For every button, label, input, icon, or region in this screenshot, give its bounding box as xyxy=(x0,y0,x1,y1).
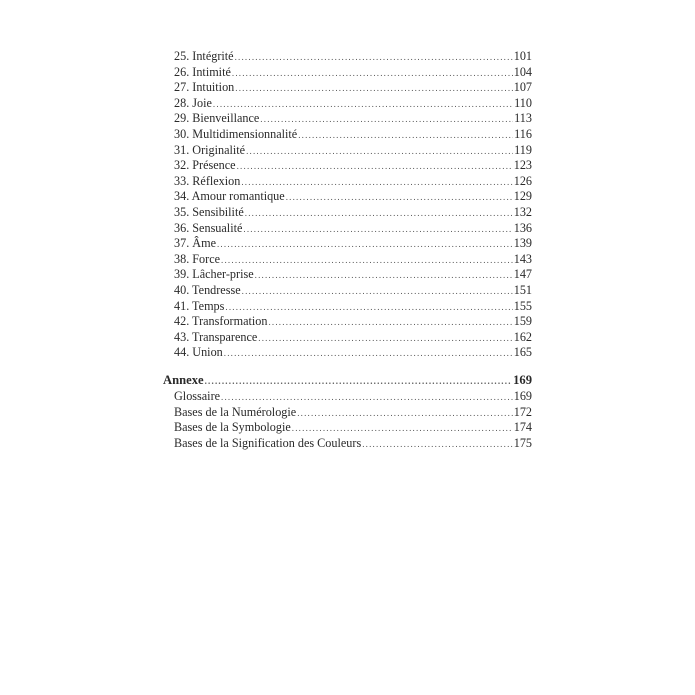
toc-entry-label: 25. Intégrité xyxy=(174,49,234,63)
toc-entry[interactable] xyxy=(174,80,532,96)
annex-entry-page: 172 xyxy=(513,404,532,419)
annex-entry-label: Bases de la Signification des Couleurs xyxy=(174,435,362,450)
toc-entry-label: 41. Temps xyxy=(174,298,225,313)
toc-entry[interactable] xyxy=(174,174,532,190)
toc-entry[interactable] xyxy=(174,205,532,221)
annex-entry-label: Bases de la Numérologie xyxy=(174,404,297,419)
toc-entry[interactable] xyxy=(174,96,532,112)
annex-section xyxy=(163,372,532,451)
annex-entry[interactable] xyxy=(174,420,532,436)
toc-entry[interactable] xyxy=(174,65,532,81)
dot-leader xyxy=(235,81,512,97)
toc-entry[interactable] xyxy=(174,111,532,127)
dot-leader xyxy=(221,253,513,269)
dot-leader xyxy=(297,406,513,422)
toc-entry-page: 136 xyxy=(513,220,532,235)
toc-entry-label: 39. Lâcher-prise xyxy=(174,267,254,282)
annex-entry-page: 169 xyxy=(513,389,532,403)
toc-entry-page: 126 xyxy=(513,173,532,188)
dot-leader xyxy=(221,390,513,406)
toc-entry-page: 107 xyxy=(513,80,532,95)
toc-entry[interactable] xyxy=(174,314,532,330)
annex-heading[interactable] xyxy=(163,372,532,389)
annex-entry-page: 174 xyxy=(513,420,532,435)
toc-entry-label: 27. Intuition xyxy=(174,80,235,95)
annex-entry-label: Glossaire xyxy=(174,389,221,403)
toc-entry-label: 28. Joie xyxy=(174,95,212,110)
toc-entry-page: 147 xyxy=(513,267,532,282)
dot-leader xyxy=(241,175,512,191)
toc-entry[interactable] xyxy=(174,158,532,174)
toc-entry-page: 143 xyxy=(513,251,532,266)
toc-entry-label: 37. Âme xyxy=(174,236,216,251)
toc-entry-label: 35. Sensibilité xyxy=(174,204,244,219)
dot-leader xyxy=(243,222,512,238)
toc-entry-page: 151 xyxy=(513,282,532,297)
toc-entry[interactable] xyxy=(174,299,532,315)
toc-entry-label: 33. Réflexion xyxy=(174,173,241,188)
dot-leader xyxy=(260,112,513,128)
toc-entry-page: 162 xyxy=(513,329,532,344)
annex-entry-page: 175 xyxy=(513,435,532,450)
annex-heading-label: Annexe xyxy=(163,373,204,387)
annex-entry[interactable] xyxy=(174,436,532,452)
toc-entry-label: 44. Union xyxy=(174,345,223,360)
table-of-contents xyxy=(174,49,532,361)
toc-entry-page: 104 xyxy=(513,64,532,79)
toc-entry-label: 34. Amour romantique xyxy=(174,189,285,204)
dot-leader xyxy=(362,437,513,453)
dot-leader xyxy=(232,66,513,82)
toc-entry-label: 42. Transformation xyxy=(174,314,268,329)
dot-leader xyxy=(224,346,513,362)
dot-leader xyxy=(235,50,513,66)
toc-entry-page: 129 xyxy=(513,189,532,204)
toc-entry[interactable] xyxy=(174,49,532,65)
dot-leader xyxy=(255,268,513,284)
toc-entry-page: 139 xyxy=(513,236,532,251)
dot-leader xyxy=(292,421,513,437)
toc-entry-page: 116 xyxy=(514,126,532,141)
dot-leader xyxy=(286,190,513,206)
dot-leader xyxy=(258,331,512,347)
toc-entry[interactable] xyxy=(174,283,532,299)
annex-entry[interactable] xyxy=(174,389,532,405)
toc-entry[interactable] xyxy=(174,330,532,346)
toc-entry-page: 132 xyxy=(513,204,532,219)
dot-leader xyxy=(225,300,512,316)
dot-leader xyxy=(245,206,513,222)
toc-entry[interactable] xyxy=(174,345,532,361)
toc-entry-page: 101 xyxy=(513,49,532,63)
toc-entry[interactable] xyxy=(174,127,532,143)
toc-entry-label: 32. Présence xyxy=(174,158,236,173)
toc-entry-page: 159 xyxy=(513,314,532,329)
toc-entry[interactable] xyxy=(174,189,532,205)
toc-entry-label: 43. Transparence xyxy=(174,329,258,344)
toc-entry-label: 30. Multidimensionnalité xyxy=(174,126,298,141)
dot-leader xyxy=(298,128,513,144)
toc-entry-label: 29. Bienveillance xyxy=(174,111,260,126)
toc-entry-page: 123 xyxy=(513,158,532,173)
toc-entry-label: 36. Sensualité xyxy=(174,220,243,235)
toc-entry-label: 26. Intimité xyxy=(174,64,231,79)
dot-leader xyxy=(217,237,513,253)
dot-leader xyxy=(246,144,513,160)
annex-entry[interactable] xyxy=(174,405,532,421)
toc-entry[interactable] xyxy=(174,143,532,159)
toc-entry-label: 38. Force xyxy=(174,251,221,266)
toc-entry[interactable] xyxy=(174,252,532,268)
toc-entry-label: 31. Originalité xyxy=(174,142,246,157)
dot-leader xyxy=(268,315,512,331)
toc-entry[interactable] xyxy=(174,236,532,252)
dot-leader xyxy=(213,97,513,113)
annex-entry-label: Bases de la Symbologie xyxy=(174,420,291,435)
toc-entry-page: 113 xyxy=(514,111,532,126)
toc-entry[interactable] xyxy=(174,221,532,237)
annex-heading-page: 169 xyxy=(513,373,532,387)
toc-entry-page: 110 xyxy=(514,95,532,110)
toc-entry-page: 155 xyxy=(513,298,532,313)
toc-entry-page: 165 xyxy=(513,345,532,360)
dot-leader xyxy=(237,159,513,175)
dot-leader xyxy=(205,373,513,390)
toc-entry-label: 40. Tendresse xyxy=(174,282,241,297)
toc-entry-page: 119 xyxy=(514,142,532,157)
dot-leader xyxy=(242,284,513,300)
toc-entry[interactable] xyxy=(174,267,532,283)
